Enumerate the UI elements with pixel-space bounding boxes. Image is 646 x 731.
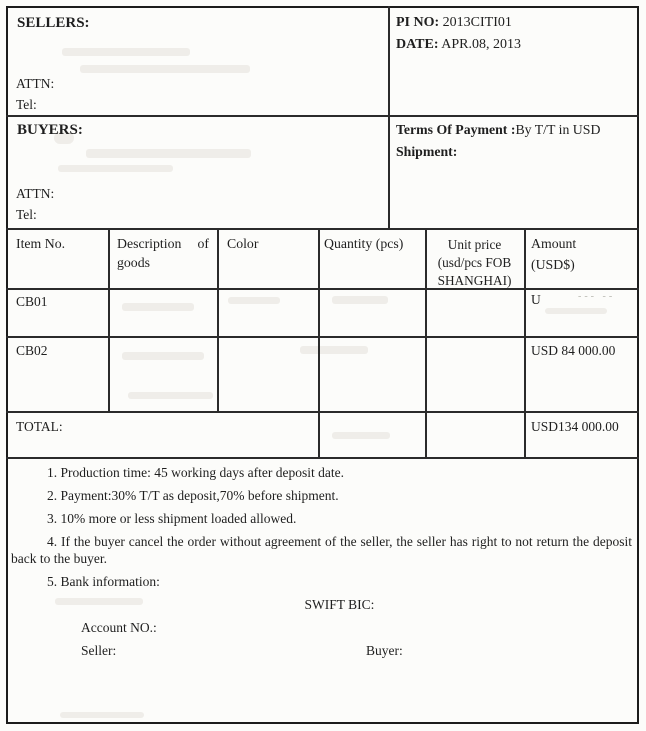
sellers-buyers-separator (6, 115, 639, 117)
date-line (396, 37, 521, 53)
date-value: APR.08, 2013 (441, 37, 521, 52)
row2-item-no: CB02 (16, 343, 48, 358)
seller-tel-label: Tel: (16, 97, 37, 112)
swift-bic-label: SWIFT BIC: (304, 597, 375, 612)
row2-amount: USD 84 000.00 (531, 343, 616, 358)
header-description-line1 (117, 236, 209, 252)
col-unitprice-rule (524, 228, 526, 457)
col-itemno-rule (108, 228, 110, 411)
buyer-signature-label: Buyer: (366, 643, 403, 658)
note-3: 3. 10% more or less shipment loaded allowed. (47, 511, 297, 526)
header-unit-price (426, 236, 523, 290)
buyers-table-separator (6, 228, 639, 230)
header-unit-price-line2: (usd/pcs FOB (437, 255, 512, 270)
date-label: DATE: (396, 37, 439, 52)
account-no-label: Account NO.: (81, 620, 157, 635)
header-description-line2: goods (117, 255, 150, 270)
col-color-rule (318, 228, 320, 457)
note-2: 2. Payment:30% T/T as deposit,70% before shipment. (47, 488, 339, 503)
pi-number-label: PI NO: (396, 15, 440, 30)
header-quantity: Quantity (pcs) (324, 236, 404, 251)
notes-section (11, 464, 632, 665)
header-unit-price-line1: Unit price (447, 237, 502, 252)
buyer-tel-label: Tel: (16, 207, 37, 222)
row2-rule (6, 411, 639, 413)
signature-row (11, 642, 632, 659)
buyer-attn-label: ATTN: (16, 186, 55, 201)
row1-item-no: CB01 (16, 294, 48, 309)
note-4: 4. If the buyer cancel the order without agreement of the seller, the seller has right to not return the deposit back to the buyer. (11, 534, 632, 566)
pi-number-value: 2013CITI01 (442, 15, 512, 30)
row1-amount: U (531, 292, 541, 307)
seller-signature-label: Seller: (81, 643, 117, 658)
total-label: TOTAL: (16, 419, 63, 434)
sellers-label: SELLERS: (17, 15, 90, 31)
pi-number-line (396, 15, 512, 31)
header-description-word2: of (197, 236, 209, 251)
note-5: 5. Bank information: (47, 574, 160, 589)
header-color: Color (227, 236, 259, 251)
top-section-divider (388, 6, 390, 228)
terms-of-payment-label: Terms Of Payment : (396, 122, 516, 137)
header-unit-price-line3: SHANGHAI) (437, 273, 512, 288)
buyers-label: BUYERS: (17, 122, 83, 138)
col-description-rule (217, 228, 219, 411)
total-amount: USD134 000.00 (531, 419, 619, 434)
table-header-rule (6, 288, 639, 290)
seller-attn-label: ATTN: (16, 76, 55, 91)
header-amount-line2: (USD$) (531, 257, 575, 272)
header-description-word1: Description (117, 236, 182, 251)
row1-rule (6, 336, 639, 338)
row1-amount-erased-remnant: --- -- (578, 291, 616, 302)
table-bottom-rule (6, 457, 639, 459)
note-1: 1. Production time: 45 working days after deposit date. (47, 465, 344, 480)
header-item-no: Item No. (16, 236, 66, 251)
header-amount-line1: Amount (531, 236, 577, 251)
shipment-label: Shipment: (396, 144, 458, 159)
terms-of-payment-line (396, 122, 600, 138)
terms-of-payment-value: By T/T in USD (515, 122, 601, 137)
